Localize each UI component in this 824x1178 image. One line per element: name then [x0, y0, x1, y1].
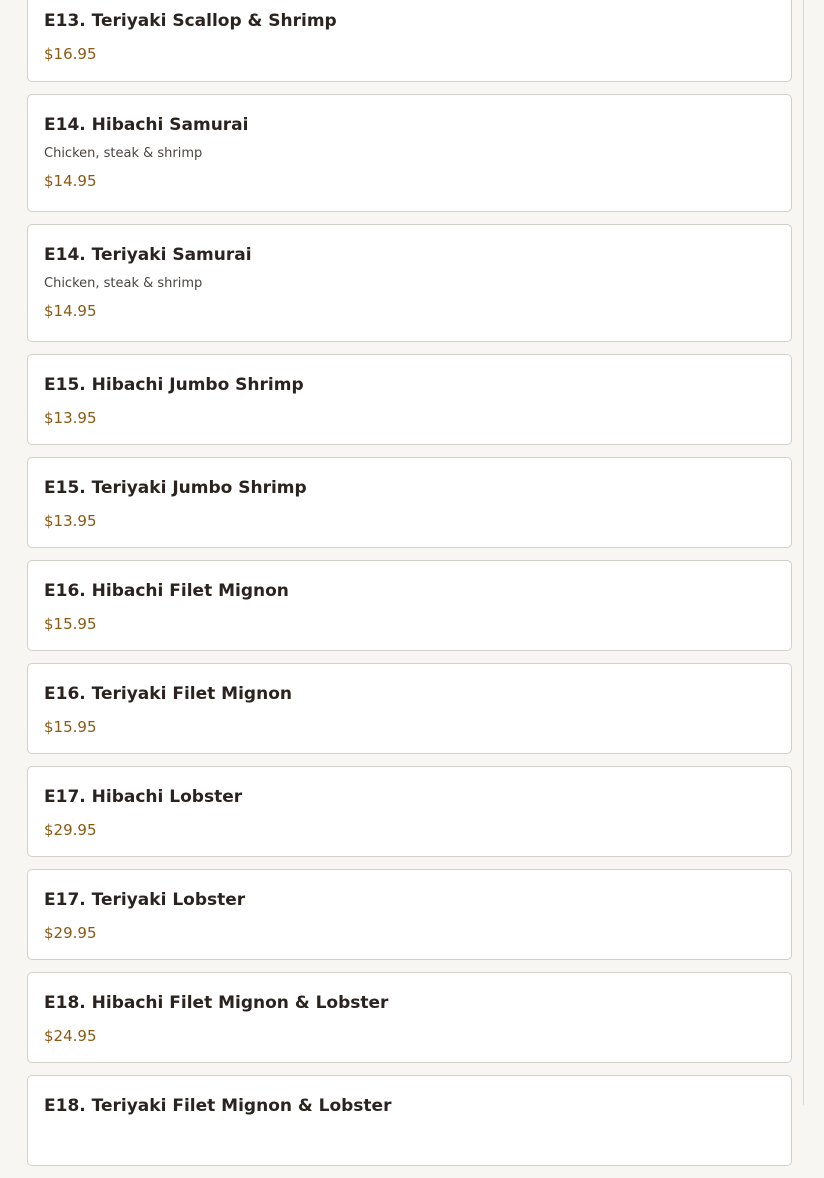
- menu-item-name: E14. Hibachi Samurai: [44, 115, 249, 135]
- menu-item-price: $24.95: [44, 1027, 97, 1045]
- menu-item-card[interactable]: [27, 766, 792, 857]
- menu-item-name: E15. Teriyaki Jumbo Shrimp: [44, 478, 307, 498]
- menu-item-name: E17. Teriyaki Lobster: [44, 890, 246, 910]
- menu-item-card[interactable]: [27, 972, 792, 1063]
- menu-item-price: $29.95: [44, 821, 97, 839]
- menu-item-description: Chicken, steak & shrimp: [44, 276, 203, 291]
- menu-item-description: Chicken, steak & shrimp: [44, 146, 203, 161]
- menu-item-card[interactable]: [27, 457, 792, 548]
- menu-item-price: $29.95: [44, 924, 97, 942]
- menu-item-name: E14. Teriyaki Samurai: [44, 245, 252, 265]
- menu-item-name: E16. Hibachi Filet Mignon: [44, 581, 289, 601]
- menu-item-name: E18. Teriyaki Filet Mignon & Lobster: [44, 1096, 392, 1116]
- menu-item-price: $14.95: [44, 302, 97, 320]
- menu-item-price: $15.95: [44, 615, 97, 633]
- menu-item-price: $13.95: [44, 512, 97, 530]
- menu-item-name: E13. Teriyaki Scallop & Shrimp: [44, 11, 337, 31]
- menu-item-card[interactable]: [27, 224, 792, 342]
- menu-item-name: E16. Teriyaki Filet Mignon: [44, 684, 292, 704]
- menu-item-card[interactable]: [27, 0, 792, 82]
- menu-item-card[interactable]: [27, 663, 792, 754]
- menu-item-name: E18. Hibachi Filet Mignon & Lobster: [44, 993, 389, 1013]
- menu-item-price: $16.95: [44, 45, 97, 63]
- menu-item-name: E17. Hibachi Lobster: [44, 787, 243, 807]
- menu-item-price: $15.95: [44, 718, 97, 736]
- menu-item-price: $13.95: [44, 409, 97, 427]
- menu-item-name: E15. Hibachi Jumbo Shrimp: [44, 375, 304, 395]
- menu-item-card[interactable]: [27, 560, 792, 651]
- menu-item-card[interactable]: [27, 1075, 792, 1166]
- menu-item-card[interactable]: [27, 94, 792, 212]
- menu-item-price: $14.95: [44, 172, 97, 190]
- menu-item-card[interactable]: [27, 869, 792, 960]
- menu-item-card[interactable]: [27, 354, 792, 445]
- menu-item-list: [27, 0, 792, 1178]
